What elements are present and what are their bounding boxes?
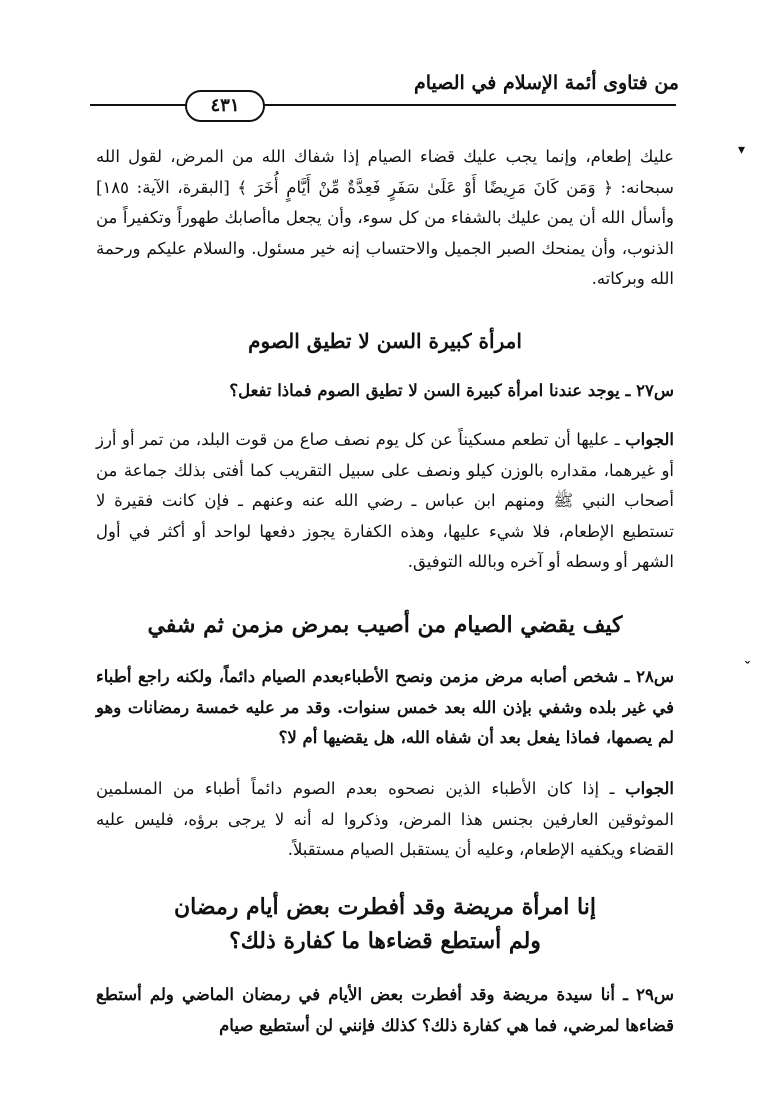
section-heading-line-2: ولم أستطع قضاءها ما كفارة ذلك؟ xyxy=(229,928,541,954)
answer-27 xyxy=(96,425,674,578)
answer-text: ـ عليها أن تطعم مسكيناً عن كل يوم نصف صاع من قوت البلد، من تمر أو أرز أو غيرهما، مقداره بالوزن كيلو ونصف على سبيل التقريب كما أفتى بذلك جماعة من أصحاب النبي ﷺ ومنهم ابن عباس ـ رضي الله عنه وعنهم ـ فإن كانت فقيرة لا تستطيع الإطعام، فلا شيء عليها، وهذه الكفارة يجوز دفعها لواحد أو أكثر في أول الشهر أو وسطه أو آخره وبالله التوفيق. xyxy=(96,430,674,571)
margin-mark: ▾ xyxy=(738,142,746,158)
question-29: س٢٩ ـ أنا سيدة مريضة وقد أفطرت بعض الأيام في رمضان الماضي ولم أستطع قضاءها لمرضي، فما هي كفارة ذلك؟ كذلك فإنني لن أستطيع صيام xyxy=(96,985,674,1035)
answer-text: ـ إذا كان الأطباء الذين نصحوه بعدم الصوم دائماً أطباء من المسلمين الموثوقين العارفين بجنس هذا المرض، وذكروا له أنه لا يرجى برؤه، فليس عليه القضاء ويكفيه الإطعام، وعليه أن يستقبل الصيام مستقبلاً. xyxy=(96,779,674,859)
section-heading: كيف يقضي الصيام من أصيب بمرض مزمن ثم شفي xyxy=(147,612,623,638)
answer-label: الجواب xyxy=(625,779,674,798)
question-28: س٢٨ ـ شخص أصابه مرض مزمن ونصح الأطباءبعدم الصيام دائماً، ولكنه راجع أطباء في غير بلده وشفي بإذن الله بعد خمس سنوات. وقد مر عليه خمسة رمضانات وهو لم يصمها، فماذا يفعل بعد أن شفاه الله، هل يقضيها أم لا؟ xyxy=(96,667,674,747)
page-number: ٤٣١ xyxy=(185,90,265,122)
answer-28 xyxy=(96,774,674,866)
running-header-title: من فتاوى أئمة الإسلام في الصيام xyxy=(414,72,679,94)
section-heading: امرأة كبيرة السن لا تطيق الصوم xyxy=(248,329,522,353)
paragraph-answer-continuation: عليك إطعام، وإنما يجب عليك قضاء الصيام إذا شفاك الله من المرض، لقول الله سبحانه: ﴿ وَمَن كَانَ مَرِيضًا أَوْ عَلَىٰ سَفَرٍ فَعِدَّةٌ مِّنْ أَيَّامٍ أُخَرَ ﴾ [البقرة، الآية: ١٨٥] وأسأل الله أن يمن عليك بالشفاء من كل سوء، وأن يجعل ماأصابك طهوراً وتكفيراً من الذنوب، وأن يمنحك الصبر الجميل والاحتساب إنه خير مسئول. والسلام عليكم ورحمة الله وبركاته. xyxy=(96,147,674,288)
answer-label: الجواب xyxy=(625,430,674,449)
section-heading-line-1: إنا امرأة مريضة وقد أفطرت بعض أيام رمضان xyxy=(174,894,596,920)
margin-mark: ˇ xyxy=(744,660,751,676)
question-27: س٢٧ ـ يوجد عندنا امرأة كبيرة السن لا تطيق الصوم فماذا تفعل؟ xyxy=(229,381,674,400)
header-rule xyxy=(90,104,676,106)
